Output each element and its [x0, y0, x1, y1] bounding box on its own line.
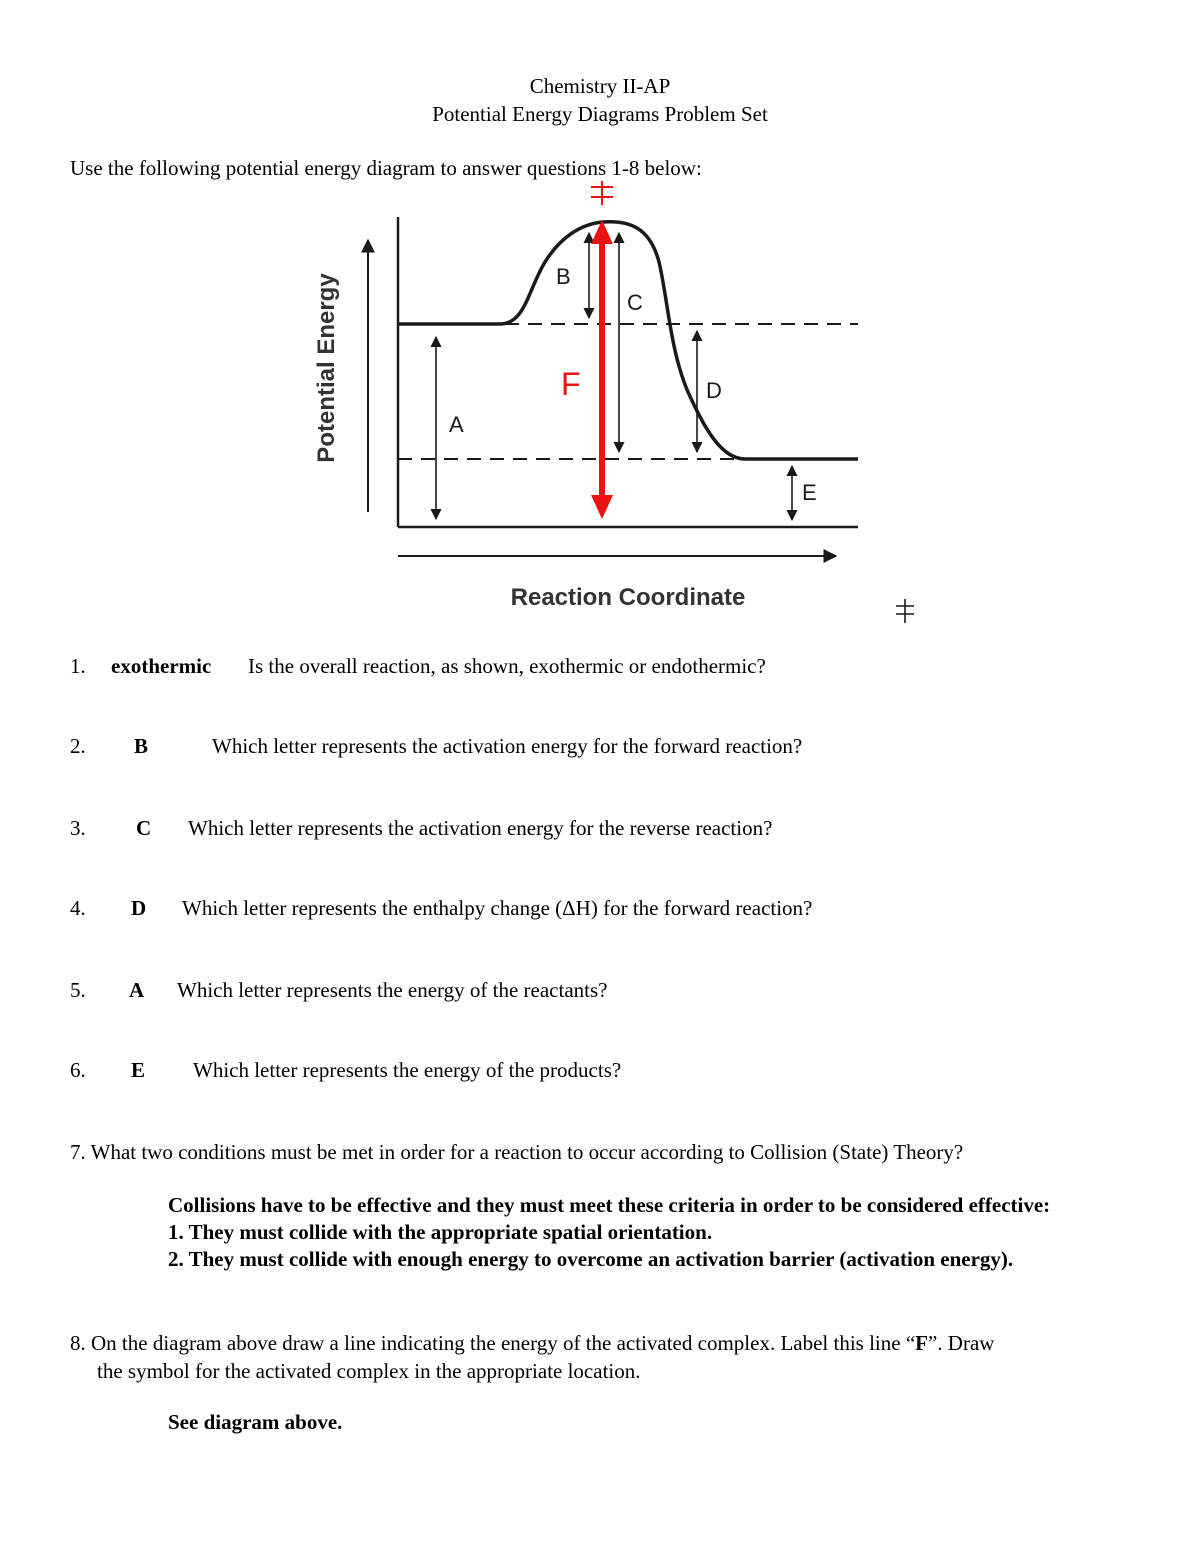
question-8-text-a: On the diagram above draw a line indicating the energy of the activated complex. Label this line “	[91, 1331, 916, 1355]
double-dagger-black-icon	[896, 599, 914, 623]
question-8-line-1	[70, 1329, 994, 1357]
x-axis-label: Reaction Coordinate	[510, 584, 746, 611]
arrow-f-head-bottom	[591, 495, 613, 519]
question-number: 3.	[70, 816, 86, 840]
question-3	[70, 816, 1070, 844]
question-text: Which letter represents the energy of the products?	[193, 1058, 622, 1082]
question-8	[70, 1329, 994, 1385]
answer: B	[134, 734, 149, 758]
question-number: 8.	[70, 1331, 86, 1355]
answer-intro: Collisions have to be effective and they must meet these criteria in order to be considered effective:	[168, 1193, 1051, 1217]
answer-point-2: 2. They must collide with enough energy to overcome an activation barrier (activation energy).	[168, 1247, 1014, 1271]
question-number: 4.	[70, 896, 86, 920]
question-2	[70, 734, 1070, 762]
question-number: 1.	[70, 654, 86, 678]
double-dagger-red-icon	[591, 181, 613, 205]
answer: exothermic	[111, 654, 212, 678]
label-a: A	[449, 412, 464, 437]
question-7-answer	[168, 1192, 1148, 1273]
question-number: 5.	[70, 978, 86, 1002]
question-6	[70, 1058, 1070, 1086]
energy-curve	[398, 222, 858, 459]
question-number: 6.	[70, 1058, 86, 1082]
question-text: Which letter represents the enthalpy change (ΔH) for the forward reaction?	[182, 896, 813, 920]
answer: D	[131, 896, 147, 920]
label-c: C	[627, 290, 643, 315]
answer: E	[131, 1058, 146, 1082]
label-e: E	[802, 480, 817, 505]
answer: A	[129, 978, 145, 1002]
question-5	[70, 978, 1070, 1006]
y-axis-label: Potential Energy	[313, 273, 340, 463]
label-b: B	[556, 264, 571, 289]
question-4	[70, 896, 1070, 924]
page-title: Potential Energy Diagrams Problem Set	[432, 102, 768, 126]
question-text: Which letter represents the energy of the reactants?	[177, 978, 608, 1002]
question-7: 7. What two conditions must be met in order for a reaction to occur according to Collision (State) Theory?	[70, 1140, 964, 1164]
label-d: D	[706, 378, 722, 403]
label-f: F	[561, 366, 581, 402]
potential-energy-diagram	[0, 0, 1200, 640]
answer-point-1: 1. They must collide with the appropriate spatial orientation.	[168, 1220, 713, 1244]
course-title: Chemistry II-AP	[529, 74, 671, 98]
answer: C	[136, 816, 152, 840]
question-8-answer: See diagram above.	[168, 1410, 343, 1434]
question-8-line-2: the symbol for the activated complex in the appropriate location.	[97, 1359, 641, 1383]
question-text: Which letter represents the activation energy for the forward reaction?	[212, 734, 803, 758]
question-1	[70, 654, 1070, 682]
question-8-text-b: ”. Draw	[927, 1331, 995, 1355]
question-8-label-f: F	[915, 1331, 928, 1355]
instructions: Use the following potential energy diagram to answer questions 1-8 below:	[70, 156, 702, 180]
question-text: Which letter represents the activation energy for the reverse reaction?	[188, 816, 773, 840]
question-number: 2.	[70, 734, 86, 758]
question-text: Is the overall reaction, as shown, exothermic or endothermic?	[248, 654, 766, 678]
